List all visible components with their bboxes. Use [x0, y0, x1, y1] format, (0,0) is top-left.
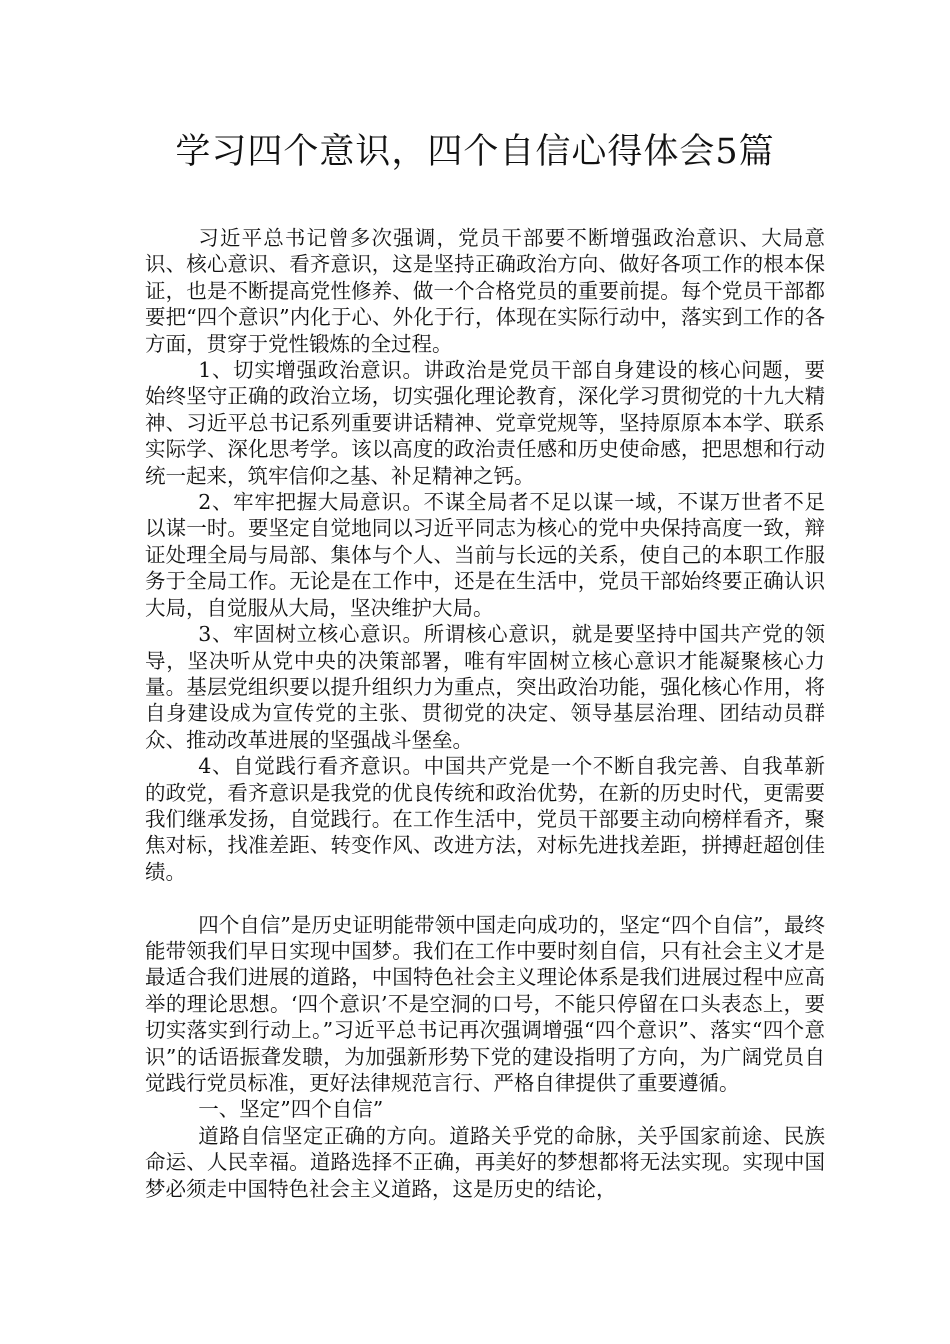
document-title: 学习四个意识，四个自信心得体会5篇: [175, 132, 775, 172]
paragraph-political-awareness: 1、切实增强政治意识。讲政治是党员干部自身建设的核心问题，要始终坚守正确的政治立场，切实强化理论教育，深化学习贯彻党的十九大精神、习近平总书记系列重要讲话精神、党章党规等，坚持原原本本学、联系实际学、深化思考学。该以高度的政治责任感和历史使命感，把思想和行动统一起来，筑牢信仰之基、补足精神之钙。: [145, 358, 825, 488]
paragraph-path-confidence: 道路自信坚定正确的方向。道路关乎党的命脉，关乎国家前途、民族命运、人民幸福。道路选择不正确，再美好的梦想都将无法实现。实现中国梦必须走中国特色社会主义道路，这是历史的结论，: [145, 1123, 825, 1201]
paragraph-core-awareness: 3、牢固树立核心意识。所谓核心意识，就是要坚持中国共产党的领导，坚决听从党中央的决策部署，唯有牢固树立核心意识才能凝聚核心力量。基层党组织要以提升组织力为重点，突出政治功能，强化核心作用，将自身建设成为宣传党的主张、贯彻党的决定、领导基层治理、团结动员群众、推动改革进展的坚强战斗堡垒。: [145, 622, 825, 752]
paragraph-intro: 习近平总书记曾多次强调，党员干部要不断增强政治意识、大局意识、核心意识、看齐意识，这是坚持正确政治方向、做好各项工作的根本保证，也是不断提高党性修养、做一个合格党员的重要前提。每个党员干部都要把“四个意识”内化于心、外化于行，体现在实际行动中，落实到工作的各方面，贯穿于党性锻炼的全过程。: [145, 226, 825, 356]
paragraph-four-confidences: 四个自信”是历史证明能带领中国走向成功的，坚定“四个自信”，最终能带领我们早日实现中国梦。我们在工作中要时刻自信，只有社会主义才是最适合我们进展的道路，中国特色社会主义理论体系是我们进展过程中应高举的理论思想。‘四个意识’不是空洞的口号，不能只停留在口头表态上，要切实落实到行动上。”习近平总书记再次强调增强“四个意识”、落实“四个意识”的话语振聋发聩，为加强新形势下党的建设指明了方向，为广阔党员自觉践行党员标准，更好法律规范言行、严格自律提供了重要遵循。: [145, 912, 825, 1095]
paragraph-overall-awareness: 2、牢牢把握大局意识。不谋全局者不足以谋一域，不谋万世者不足以谋一时。要坚定自觉地同以习近平同志为核心的党中央保持高度一致，辩证处理全局与局部、集体与个人、当前与长远的关系，使自己的本职工作服务于全局工作。无论是在工作中，还是在生活中，党员干部始终要正确认识大局，自觉服从大局，坚决维护大局。: [145, 490, 825, 620]
paragraph-alignment-awareness: 4、自觉践行看齐意识。中国共产党是一个不断自我完善、自我革新的政党，看齐意识是我党的优良传统和政治优势，在新的历史时代，更需要我们继承发扬，自觉践行。在工作生活中，党员干部要主动向榜样看齐，聚焦对标，找准差距、转变作风、改进方法，对标先进找差距，拼搏赶超创佳绩。: [145, 754, 825, 884]
section-heading: 一、坚定”四个自信”: [198, 1097, 384, 1122]
document-body: [145, 225, 825, 1202]
